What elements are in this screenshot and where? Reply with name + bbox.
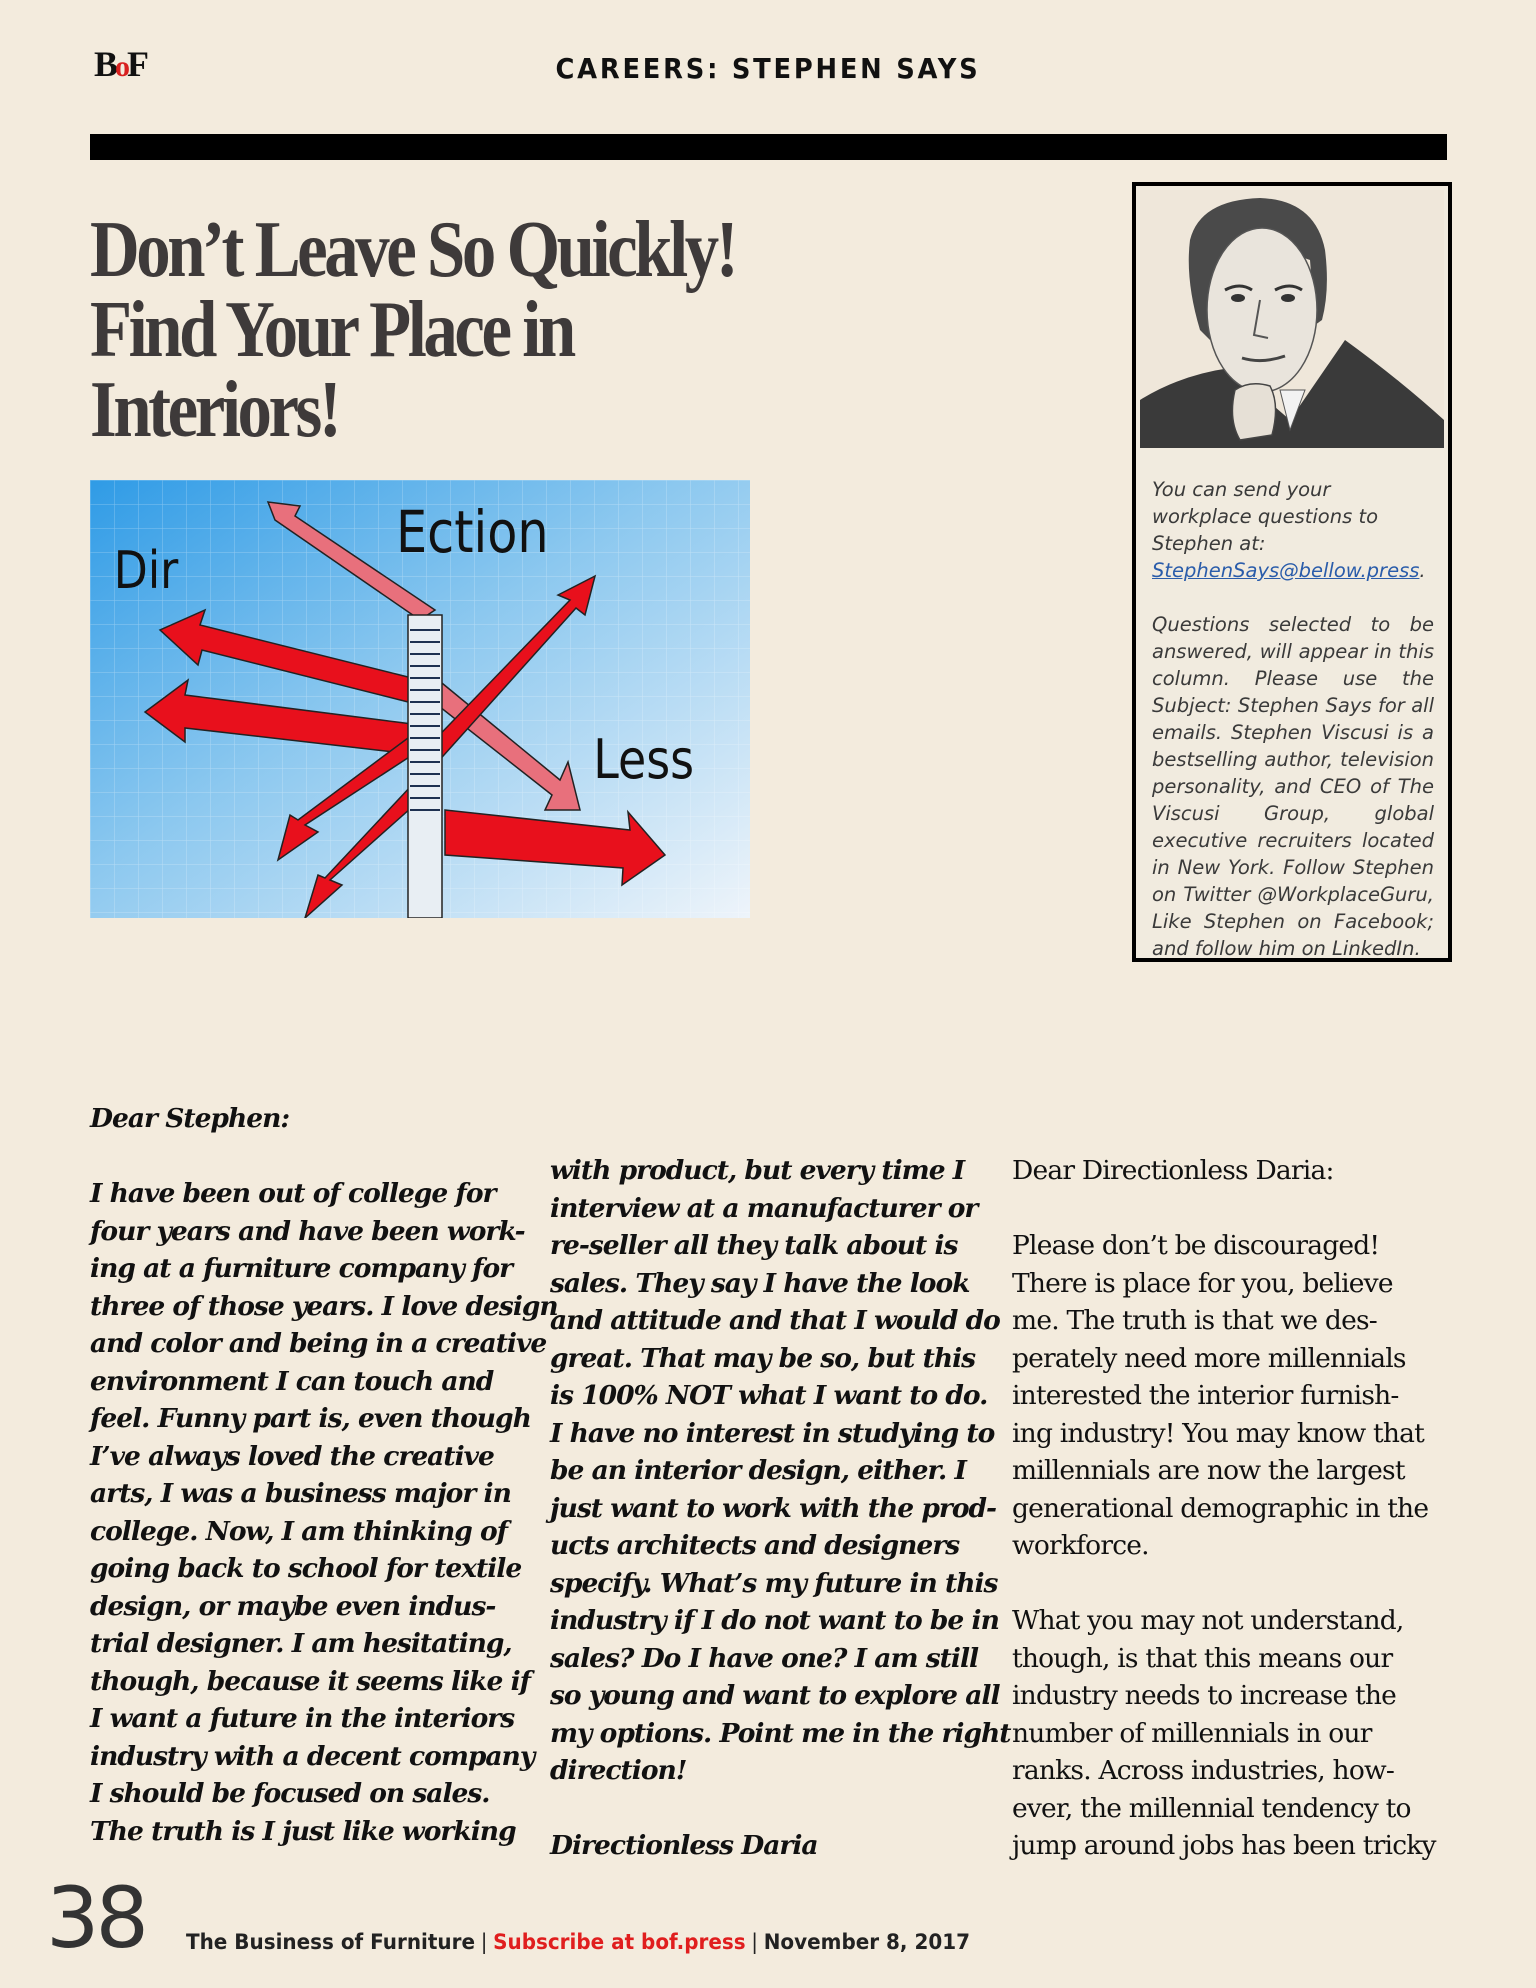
text-line: just want to work with the prod- — [550, 1492, 997, 1524]
text-line: college. Now, I am thinking of — [90, 1515, 508, 1547]
text-line: so young and want to explore all — [550, 1680, 1000, 1711]
letter-body-part-2 — [550, 1152, 1011, 1790]
author-sidebar — [1132, 182, 1452, 962]
text-line: I have been out of college for — [90, 1178, 496, 1209]
text-line: feel. Funny part is, even though — [90, 1403, 531, 1434]
sidebar-text — [1152, 476, 1434, 989]
text-line: industry needs to increase the — [1012, 1680, 1396, 1711]
text-line: What you may not understand, — [1012, 1605, 1404, 1636]
letter-column-2 — [550, 1152, 1011, 1865]
text-line: and attitude and that I would do — [550, 1305, 1000, 1336]
footer-date: November 8, 2017 — [763, 1930, 970, 1954]
text-line: sales. They say I have the look — [550, 1267, 970, 1299]
header-rule — [90, 134, 1447, 160]
answer-paragraph-2 — [1012, 1602, 1462, 1865]
subscribe-link[interactable]: Subscribe at bof.press — [493, 1930, 746, 1954]
footer-separator: | — [480, 1930, 488, 1954]
logo-letter-o: o — [115, 50, 128, 83]
section-title: CAREERS: STEPHEN SAYS — [555, 52, 981, 85]
text-line: four years and have been work- — [90, 1215, 525, 1247]
headline-line: Interiors! — [90, 366, 339, 454]
letter-body-part-1 — [90, 1175, 558, 1850]
text-line: great. That may be so, but this — [550, 1342, 976, 1374]
text-line: though, because it seems like if — [90, 1665, 531, 1697]
letter-salutation: Dear Stephen: — [90, 1103, 290, 1134]
text-line: interested the interior furnish- — [1012, 1380, 1399, 1411]
signpost-illustration — [90, 480, 750, 918]
text-line: three of those years. I love design — [90, 1290, 558, 1322]
letter-column-1 — [90, 1100, 558, 1850]
text-line: specify. What’s my future in this — [550, 1567, 998, 1599]
letter-signature: Directionless Daria — [550, 1830, 818, 1861]
author-portrait — [1140, 190, 1444, 448]
sidebar-intro-text: You can send your workplace questions to Stephen at: — [1152, 478, 1379, 555]
text-line: interview at a manufacturer or — [550, 1192, 978, 1224]
logo-letter-b: B — [94, 44, 116, 84]
text-line: arts, I was a business major in — [90, 1478, 511, 1509]
text-line: going back to school for textile — [90, 1553, 522, 1584]
text-line: is 100% NOT what I want to do. — [550, 1380, 988, 1411]
text-line: with product, but every time I — [550, 1155, 965, 1186]
text-line: I should be focused on sales. — [90, 1778, 490, 1809]
email-link[interactable]: StephenSays@bellow.press — [1152, 559, 1420, 582]
image-word-ection: Ection — [396, 498, 549, 567]
text-line: environment I can touch and — [90, 1365, 494, 1397]
text-line: sales? Do I have one? I am still — [550, 1642, 979, 1674]
text-line: though, is that this means our — [1012, 1642, 1393, 1674]
text-line: direction! — [550, 1755, 687, 1786]
text-line: ing industry! You may know that — [1012, 1417, 1424, 1449]
answer-paragraph-1 — [1012, 1227, 1462, 1565]
text-line: ing at a furniture company for — [90, 1253, 513, 1284]
answer-column — [1012, 1152, 1462, 1865]
text-line: be an interior design, either. I — [550, 1455, 966, 1486]
text-line: and color and being in a creative — [90, 1328, 547, 1359]
text-line: I want a future in the interiors — [90, 1703, 515, 1734]
text-line: ranks. Across industries, how- — [1012, 1755, 1395, 1786]
text-line: jump around jobs has been tricky — [1012, 1830, 1436, 1861]
page-number: 38 — [46, 1869, 145, 1967]
text-line: my options. Point me in the right — [550, 1717, 1011, 1749]
sidebar-bio: Questions selected to be answered, will appear in this column. Please use the Subject: Stephen Says for all emails. Stephen Viscusi is a bestselling author, television personality, and CEO of The Viscusi Group, global executive recruiters located in New York. Follow Stephen on Twitter @WorkplaceGuru, Like Stephen on Facebook; and follow him on LinkedIn. — [1152, 613, 1434, 960]
footer-publication: The Business of Furniture — [186, 1930, 475, 1954]
footer-line — [186, 1930, 970, 1954]
text-line: industry if I do not want to be in — [550, 1605, 999, 1636]
text-line: perately need more millennials — [1012, 1342, 1406, 1374]
text-line: re-seller all they talk about is — [550, 1230, 958, 1261]
signpost-pole — [408, 615, 442, 918]
sidebar-intro — [1152, 476, 1434, 584]
image-word-less: Less — [593, 727, 695, 791]
image-word-dir: Dir — [113, 540, 179, 601]
text-line: ever, the millennial tendency to — [1012, 1792, 1411, 1824]
text-line: There is place for you, believe — [1012, 1267, 1393, 1299]
text-line: workforce. — [1012, 1530, 1149, 1561]
text-line: number of millennials in our — [1012, 1717, 1372, 1749]
article-headline — [90, 206, 736, 454]
text-line: generational demographic in the — [1012, 1492, 1429, 1524]
headline-line: Don’t Leave So Quickly! — [90, 206, 736, 294]
email-suffix: . — [1419, 559, 1426, 582]
text-line: ucts architects and designers — [550, 1530, 960, 1561]
text-line: I’ve always loved the creative — [90, 1440, 494, 1472]
text-line: industry with a decent company — [90, 1740, 535, 1772]
logo-letter-f: F — [127, 44, 147, 84]
text-line: Please don’t be discouraged! — [1012, 1230, 1380, 1261]
text-line: me. The truth is that we des- — [1012, 1305, 1377, 1336]
text-line: I have no interest in studying to — [550, 1417, 995, 1449]
text-line: design, or maybe even indus- — [90, 1590, 496, 1622]
text-line: The truth is I just like working — [90, 1815, 516, 1847]
text-line: trial designer. I am hesitating, — [90, 1628, 512, 1659]
text-line: millennials are now the largest — [1012, 1455, 1405, 1486]
answer-salutation: Dear Directionless Daria: — [1012, 1155, 1334, 1186]
footer-separator: | — [751, 1930, 759, 1954]
headline-line: Find Your Place in — [90, 286, 573, 374]
